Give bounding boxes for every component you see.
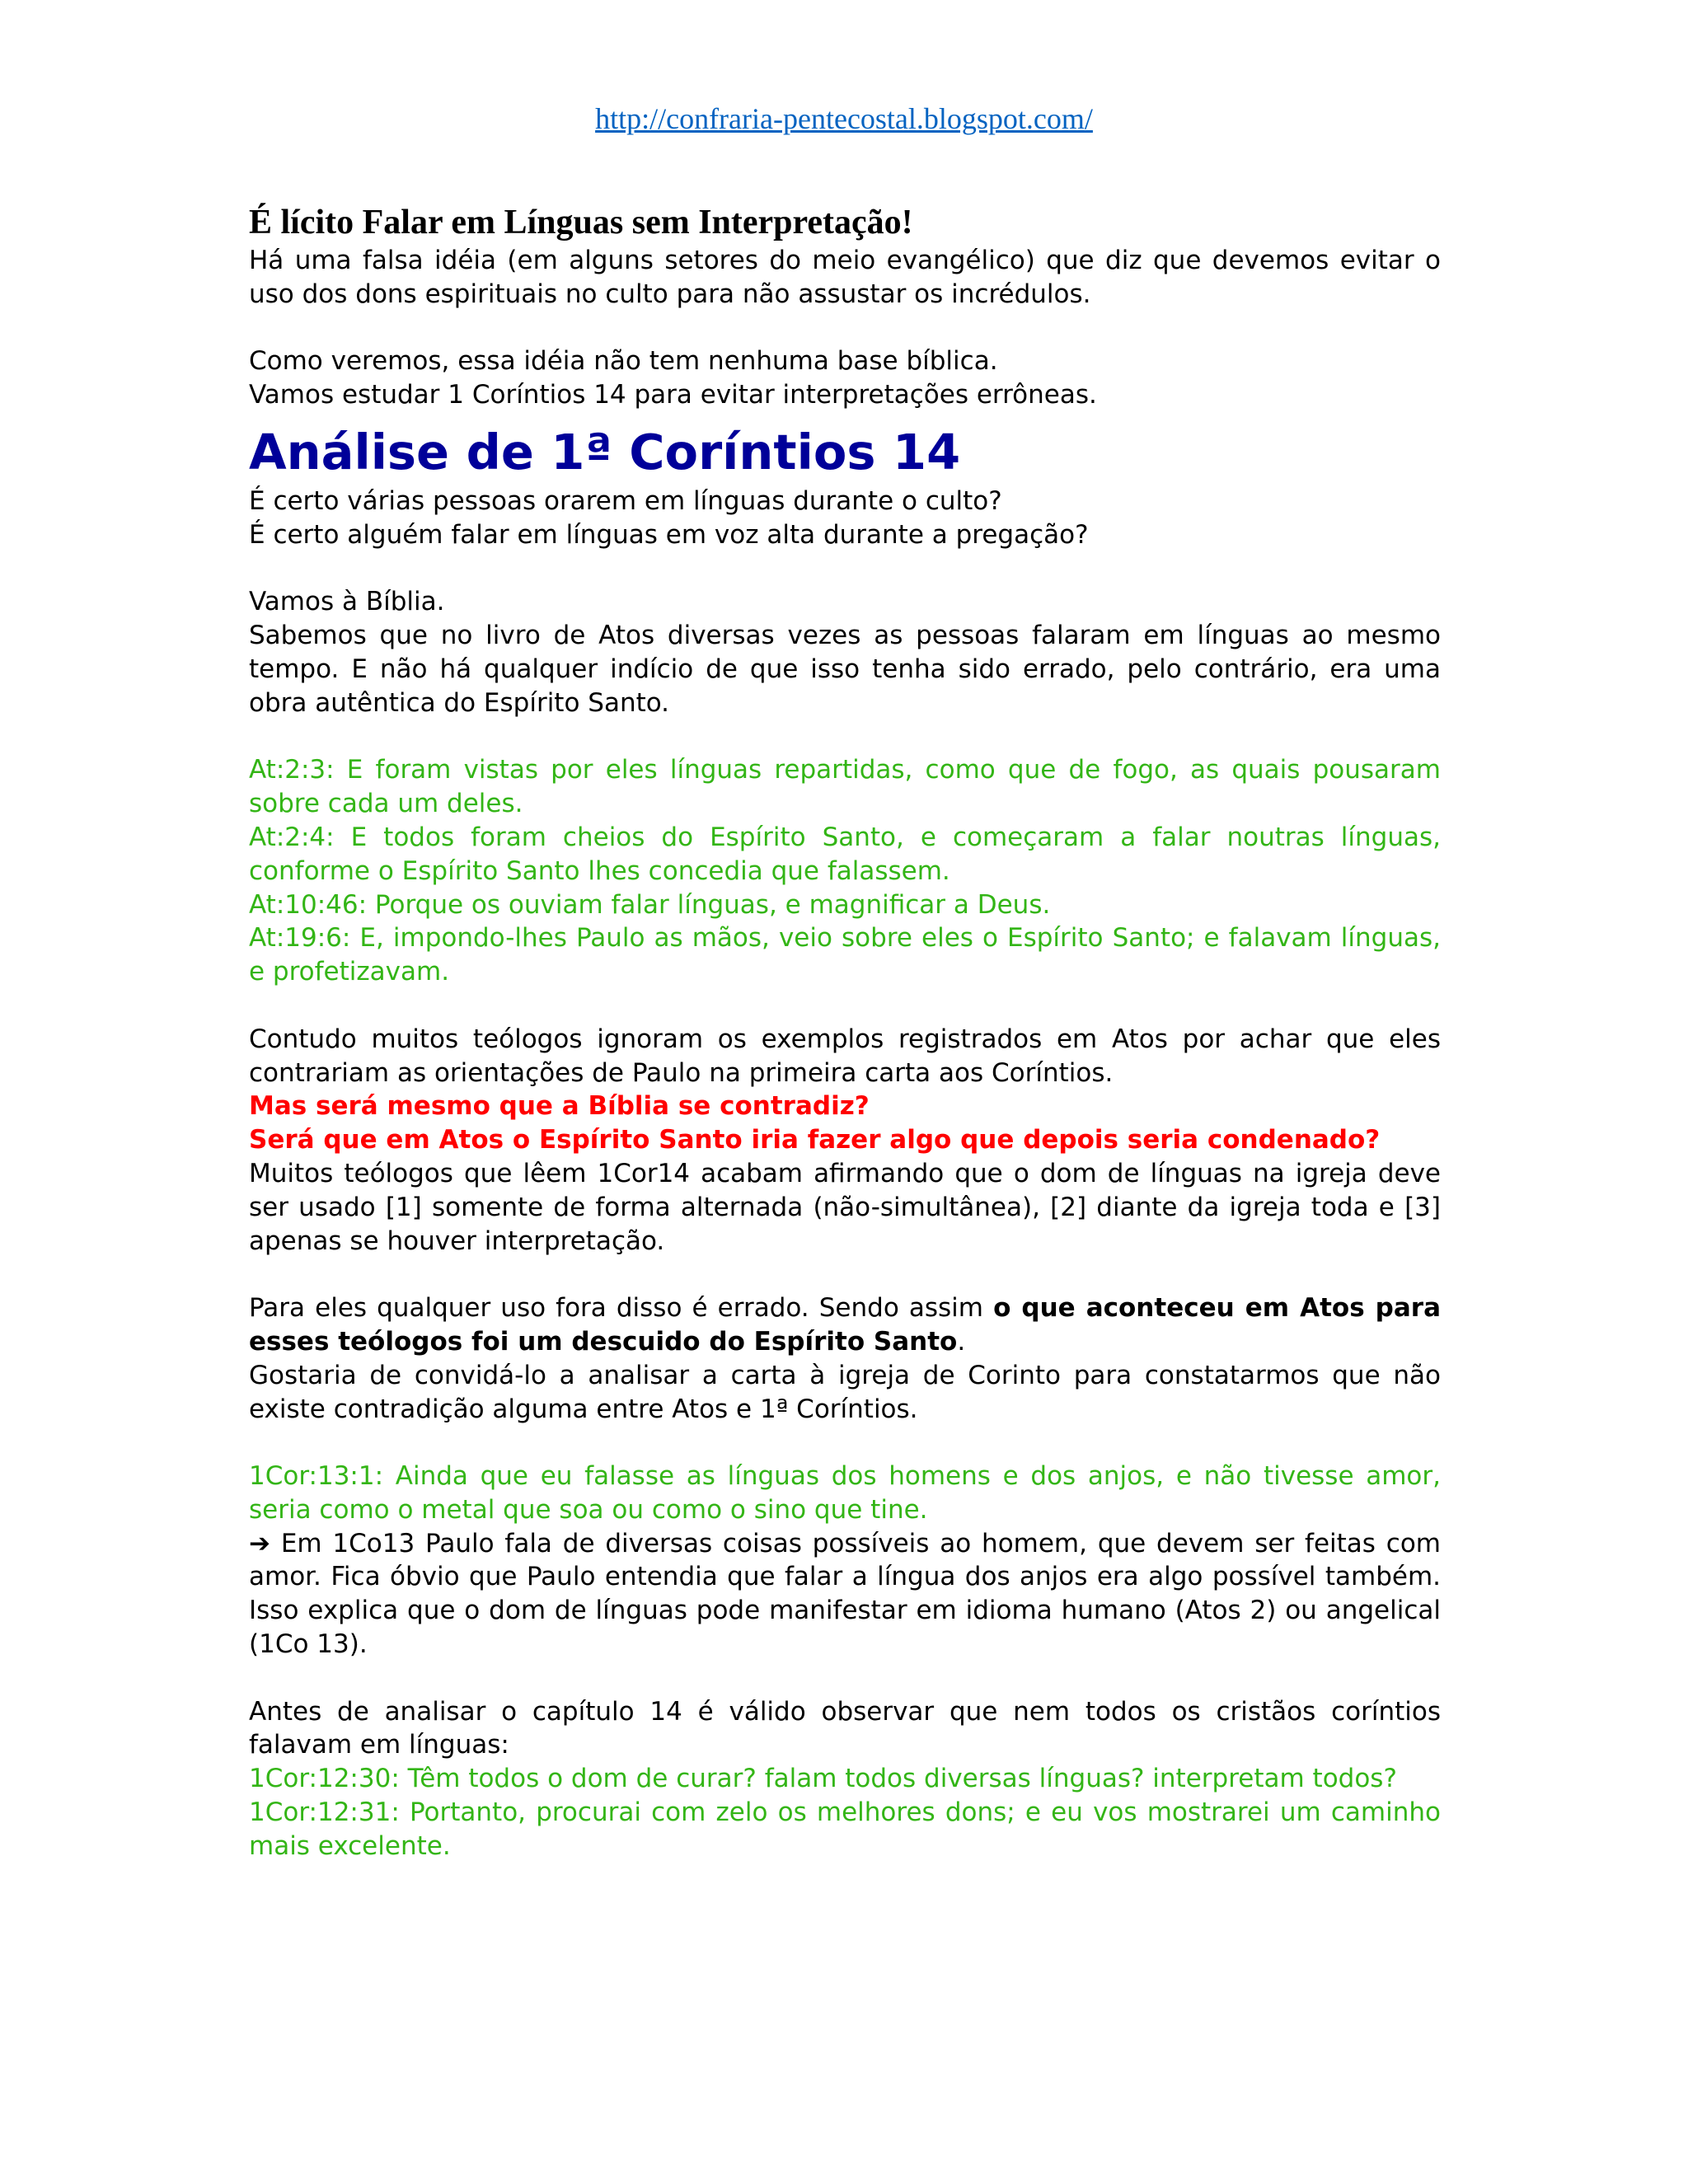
- paragraph-para-eles: [249, 1291, 1441, 1359]
- spacer: [249, 1661, 1441, 1695]
- paragraph-biblia: Vamos à Bíblia.: [249, 587, 445, 617]
- emphasis-question-1: Mas será mesmo que a Bíblia se contradiz?: [249, 1091, 870, 1122]
- verse-at-2-3: At:2:3: E foram vistas por eles línguas repartidas, como que de fogo, as quais pousaram sobre cada um deles.: [249, 755, 1441, 819]
- question-1: É certo várias pessoas orarem em línguas durante o culto?: [249, 485, 1002, 516]
- intro-line-1: Como veremos, essa idéia não tem nenhuma base bíblica.: [249, 346, 998, 377]
- verse-at-10-46: At:10:46: Porque os ouviam falar línguas, e magnificar a Deus.: [249, 889, 1051, 920]
- verse-at-19-6: At:19:6: E, impondo-lhes Paulo as mãos, veio sobre eles o Espírito Santo; e falavam línguas, e profetizavam.: [249, 923, 1441, 987]
- paragraph-para-eles-bold: o que aconteceu em Atos para esses teólogos foi um descuido do Espírito Santo: [249, 1293, 1441, 1357]
- page-title: É lícito Falar em Línguas sem Interpretação!: [249, 204, 913, 241]
- paragraph-arrow-text: Em 1Co13 Paulo fala de diversas coisas possíveis ao homem, que devem ser feitas com amor. Fica óbvio que Paulo entendia que falar a língua dos anjos era algo possível também. Isso explica que o dom de línguas pode manifestar em idioma humano (Atos 2) ou angelical (1Co 13).: [249, 1528, 1441, 1660]
- paragraph-atos: Sabemos que no livro de Atos diversas vezes as pessoas falaram em línguas ao mesmo tempo. E não há qualquer indício de que isso tenha sido errado, pelo contrário, era uma obra autêntica do Espírito Santo.: [249, 621, 1441, 718]
- verse-1cor-12-30: 1Cor:12:30: Têm todos o dom de curar? falam todos diversas línguas? interpretam todos?: [249, 1764, 1397, 1794]
- paragraph-arrow: [249, 1527, 1441, 1661]
- spacer: [249, 1426, 1441, 1460]
- verse-at-2-4: At:2:4: E todos foram cheios do Espírito Santo, e começaram a falar noutras línguas, conforme o Espírito Santo lhes concedia que falassem.: [249, 822, 1441, 886]
- paragraph-para-eles-end: .: [957, 1326, 966, 1357]
- spacer: [249, 312, 1441, 345]
- paragraph-contudo: Contudo muitos teólogos ignoram os exemplos registrados em Atos por achar que eles contrariam as orientações de Paulo na primeira carta aos Coríntios.: [249, 1024, 1441, 1088]
- spacer: [249, 552, 1441, 586]
- paragraph-gostaria: Gostaria de convidá-lo a analisar a carta à igreja de Corinto para constatarmos que não existe contradição alguma entre Atos e 1ª Coríntios.: [249, 1360, 1441, 1424]
- paragraph-para-eles-start: Para eles qualquer uso fora disso é errado. Sendo assim: [249, 1293, 994, 1324]
- intro-paragraph: Há uma falsa idéia (em alguns setores do meio evangélico) que diz que devemos evitar o uso dos dons espirituais no culto para não assustar os incrédulos.: [249, 246, 1441, 309]
- arrow-right-icon: ➔: [249, 1528, 270, 1558]
- question-2: É certo alguém falar em línguas em voz alta durante a pregação?: [249, 519, 1089, 550]
- spacer: [249, 1258, 1441, 1291]
- emphasis-question-2: Será que em Atos o Espírito Santo iria fazer algo que depois seria condenado?: [249, 1125, 1381, 1155]
- section-title: Análise de 1ª Coríntios 14: [249, 423, 961, 480]
- spacer: [249, 989, 1441, 1023]
- spacer: [249, 720, 1441, 754]
- document-body: [249, 201, 1441, 1863]
- intro-line-2: Vamos estudar 1 Coríntios 14 para evitar interpretações errôneas.: [249, 380, 1097, 410]
- blog-url-link[interactable]: http://confraria-pentecostal.blogspot.com/: [595, 102, 1093, 135]
- paragraph-antes: Antes de analisar o capítulo 14 é válido observar que nem todos os cristãos coríntios falavam em línguas:: [249, 1696, 1441, 1760]
- verse-1cor-12-31: 1Cor:12:31: Portanto, procurai com zelo os melhores dons; e eu vos mostrarei um caminho mais excelente.: [249, 1797, 1441, 1861]
- paragraph-muitos: Muitos teólogos que lêem 1Cor14 acabam afirmando que o dom de línguas na igreja deve ser usado [1] somente de forma alternada (não-simultânea), [2] diante da igreja toda e [3] apenas se houver interpretação.: [249, 1158, 1441, 1256]
- verse-1cor-13-1: 1Cor:13:1: Ainda que eu falasse as línguas dos homens e dos anjos, e não tivesse amor, seria como o metal que soa ou como o sino que tine.: [249, 1461, 1441, 1525]
